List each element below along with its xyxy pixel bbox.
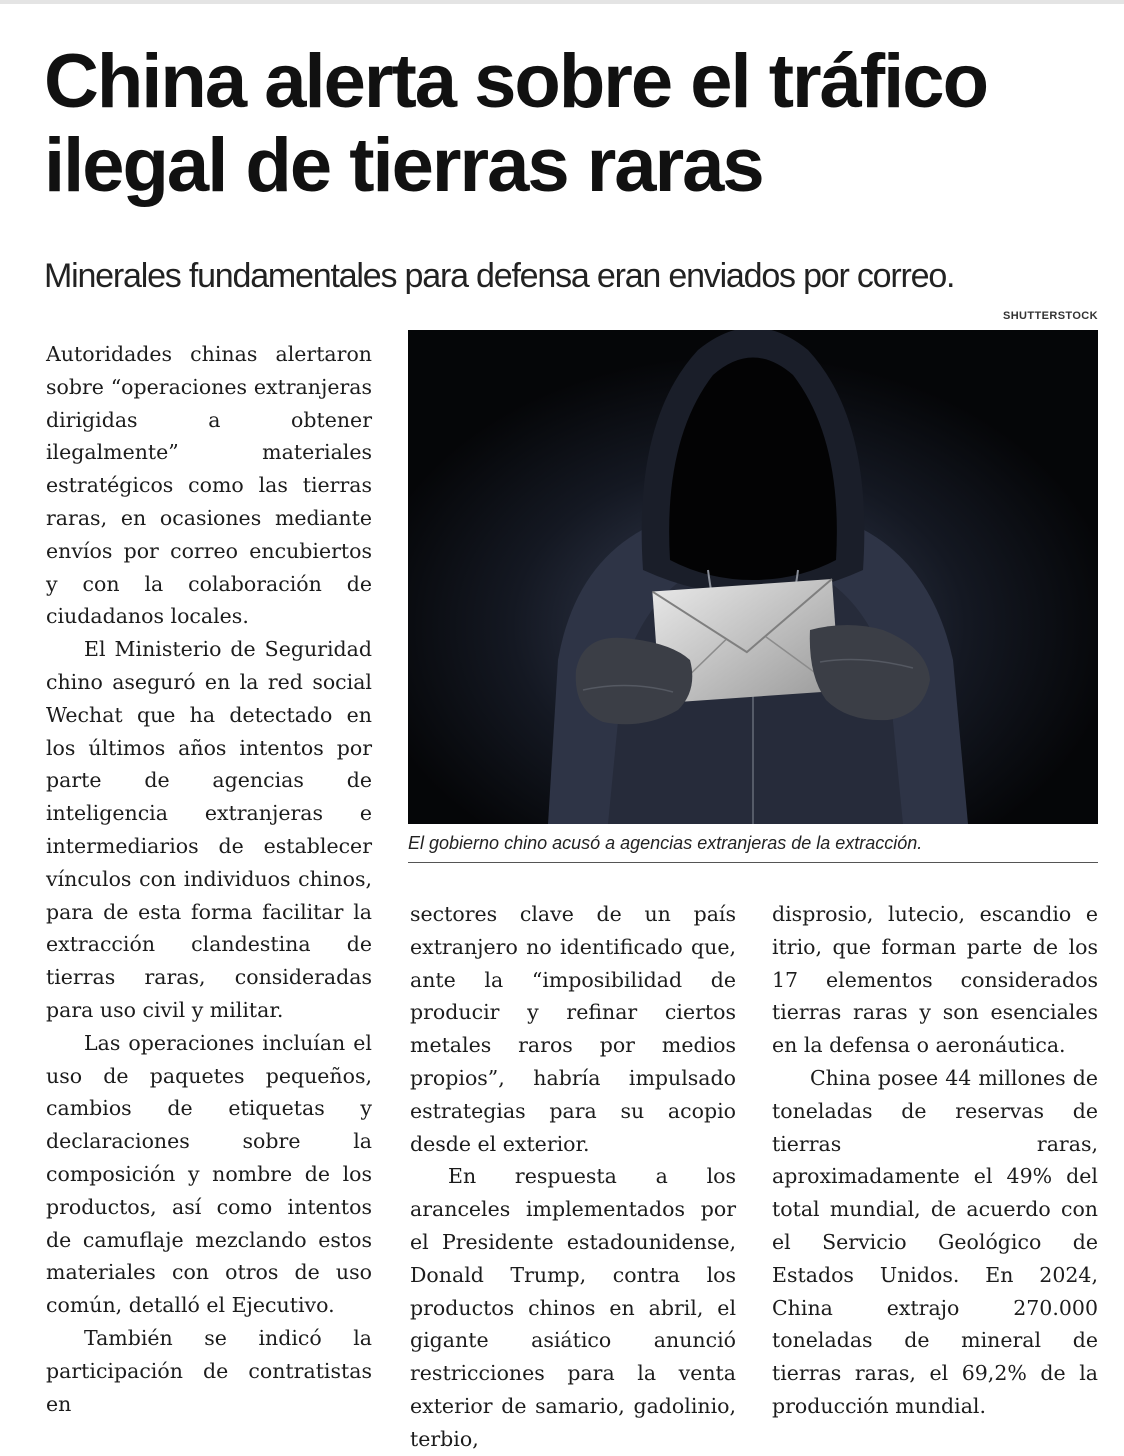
subheadline: Minerales fundamentales para defensa eran enviados por correo. [44, 257, 955, 295]
article-column-2 [410, 898, 736, 1456]
hooded-figure-illustration [408, 330, 1098, 824]
paragraph: En respuesta a los aranceles implementados por el Presidente estadounidense, Donald Trump, contra los productos chinos en abril, el gigante asiático anunció restricciones para la venta exterior de samario, gadolinio, terbio, [410, 1164, 736, 1451]
photo-credit: SHUTTERSTOCK [1002, 310, 1098, 322]
paragraph: También se indicó la participación de contratistas en [46, 1325, 372, 1416]
page-top-rule [0, 0, 1124, 4]
photo-caption: El gobierno chino acusó a agencias extranjeras de la extracción. [408, 826, 1098, 863]
paragraph: El Ministerio de Seguridad chino aseguró en la red social Wechat que ha detectado en los últimos años intentos por parte de agencias de inteligencia extranjeras e intermediarios de establecer vínculos con individuos chinos, para de esta forma facilitar la extracción clandestina de tierras raras, consideradas para uso civil y militar. [46, 637, 372, 1022]
article-column-3 [772, 898, 1098, 1423]
paragraph: disprosio, lutecio, escandio e itrio, que forman parte de los 17 elementos considerados tierras raras y son esenciales en la defensa o aeronáutica. [772, 902, 1098, 1058]
article-photo [408, 330, 1098, 824]
headline: China alerta sobre el tráfico ilegal de tierras raras [44, 39, 987, 208]
paragraph: sectores clave de un país extranjero no identificado que, ante la “imposibilidad de producir y refinar ciertos metales raros por medios propios”, habría impulsado estrategias para su acopio desde el exterior. [410, 902, 736, 1156]
article-column-1 [46, 338, 372, 1420]
paragraph: China posee 44 millones de toneladas de reservas de tierras raras, aproximadamente el 49% del total mundial, de acuerdo con el Servicio Geológico de Estados Unidos. En 2024, China extrajo 270.000 toneladas de mineral de tierras raras, el 69,2% de la producción mundial. [772, 1065, 1098, 1418]
paragraph: Autoridades chinas alertaron sobre “operaciones extranjeras dirigidas a obtener ilegalmente” materiales estratégicos como las tierras raras, en ocasiones mediante envíos por correo encubiertos y con la colaboración de ciudadanos locales. [46, 342, 372, 629]
paragraph: Las operaciones incluían el uso de paquetes pequeños, cambios de etiquetas y declaraciones sobre la composición y nombre de los productos, así como intentos de camuflaje mezclando estos materiales con otros de uso común, detalló el Ejecutivo. [46, 1030, 372, 1318]
